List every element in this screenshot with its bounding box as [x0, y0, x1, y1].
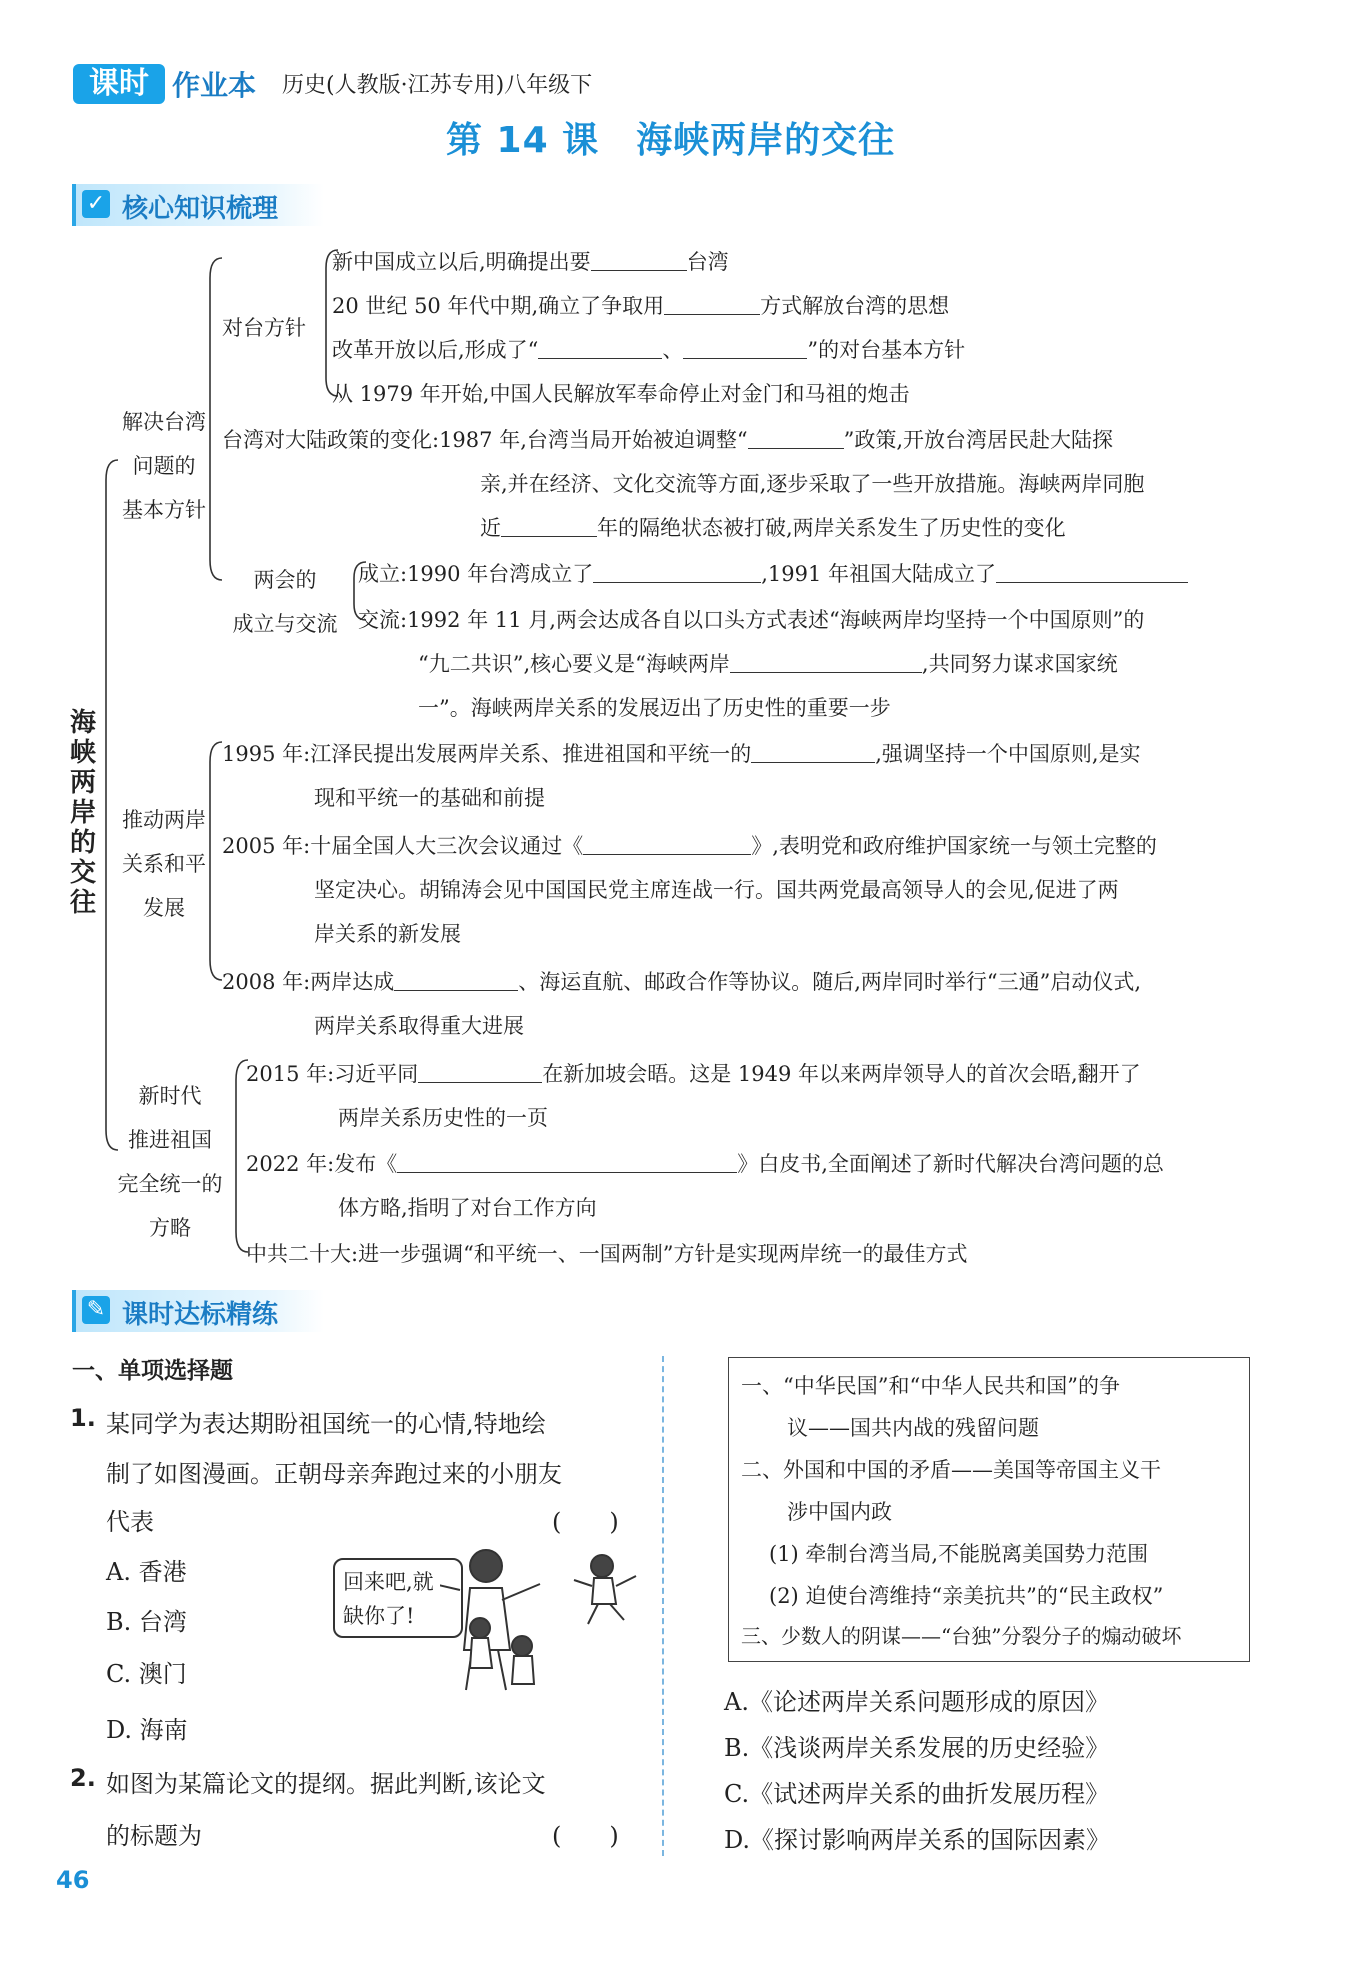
branch3-label: 新时代 推进祖国 完全统一的 方略: [117, 1084, 223, 1240]
tree-line: 1995 年:江泽民提出发展两岸关系、推进祖国和平统一的 ,强调坚持一个中国原则,是实: [222, 742, 1141, 766]
answer-blank[interactable]: [664, 294, 760, 315]
tree-line: 两岸关系取得重大进展: [314, 1014, 524, 1038]
outline-line: (1) 牵制台湾当局,不能脱离美国势力范围: [769, 1542, 1149, 1566]
brand-name: 作业本: [172, 69, 257, 102]
section-banner-practice: [72, 1290, 324, 1332]
option-b[interactable]: B.《浅谈两岸关系发展的历史经验》: [724, 1734, 1110, 1762]
tree-line: 2015 年:习近平同 在新加坡会晤。这是 1949 年以来两岸领导人的首次会晤,翻开了: [246, 1062, 1141, 1086]
outline-line: 一、“中华民国”和“中华人民共和国”的争: [741, 1374, 1120, 1398]
tree-line: 交流:1992 年 11 月,两会达成各自以口头方式表述“海峡两岸均坚持一个中国原则”的: [358, 608, 1145, 632]
tree-line: “九二共识”,核心要义是“海峡两岸 ,共同努力谋求国家统: [418, 652, 1118, 676]
answer-blank[interactable]: [683, 338, 807, 359]
tree-line: 体方略,指明了对台工作方向: [338, 1196, 597, 1220]
pencil-icon: ✎: [82, 1296, 110, 1324]
answer-blank[interactable]: [583, 834, 751, 855]
outline-line: 议——国共内战的残留问题: [787, 1416, 1039, 1440]
tree-line: 2022 年:发布《 》白皮书,全面阐述了新时代解决台湾问题的总: [246, 1152, 1164, 1176]
tree-line: 岸关系的新发展: [314, 922, 461, 946]
tree-line: 2005 年:十届全国人大三次会议通过《 》,表明党和政府维护国家统一与领土完整的: [222, 834, 1157, 858]
answer-blank[interactable]: [730, 652, 922, 673]
cartoon-illustration: [440, 1540, 660, 1710]
tree-line: 2008 年:两岸达成 、海运直航、邮政合作等协议。随后,两岸同时举行“三通”启动仪式,: [222, 970, 1142, 994]
tree-line: 亲,并在经济、文化交流等方面,逐步采取了一些开放措施。海峡两岸同胞: [480, 472, 1145, 496]
option-b[interactable]: B. 台湾: [106, 1608, 187, 1636]
outline-line: 涉中国内政: [787, 1500, 892, 1524]
tree-line: 从 1979 年开始,中国人民解放军奉命停止对金门和马祖的炮击: [332, 382, 910, 406]
tree-line: 中共二十大:进一步强调“和平统一、一国两制”方针是实现两岸统一的最佳方式: [246, 1242, 968, 1266]
answer-blank[interactable]: [501, 516, 597, 537]
section-title: 核心知识梳理: [122, 194, 279, 224]
outline-line: (2) 迫使台湾维持“亲美抗共”的“民主政权”: [769, 1584, 1164, 1608]
question-type-heading: 一、单项选择题: [72, 1358, 233, 1384]
tree-line: 近 年的隔绝状态被打破,两岸关系发生了历史性的变化: [480, 516, 1066, 540]
outline-line: 二、外国和中国的矛盾——美国等帝国主义干: [741, 1458, 1161, 1482]
tree-line: 台湾对大陆政策的变化:1987 年,台湾当局开始被迫调整“ ”政策,开放台湾居民赴大陆探: [222, 428, 1114, 452]
answer-blank[interactable]: [996, 562, 1188, 583]
tree-line: 两岸关系历史性的一页: [338, 1106, 548, 1130]
answer-blank[interactable]: [593, 562, 761, 583]
branch1-label: 解决台湾 问题的 基本方针: [122, 410, 206, 522]
tree-line: 新中国成立以后,明确提出要 台湾: [332, 250, 729, 274]
question-text: 代表: [106, 1508, 154, 1536]
tree-line: 改革开放以后,形成了“ 、 ”的对台基本方针: [332, 338, 966, 362]
section-title: 课时达标精练: [122, 1300, 279, 1330]
tree-root-label: 海 峡 两 岸 的 交 往: [69, 708, 96, 918]
option-c[interactable]: C. 澳门: [106, 1660, 187, 1688]
lesson-title: 第 14 课 海峡两岸的交往: [446, 120, 896, 161]
tree-line: 20 世纪 50 年代中期,确立了争取用 方式解放台湾的思想: [332, 294, 950, 318]
check-icon: ✓: [82, 190, 110, 218]
sub1-label: 对台方针: [222, 316, 306, 340]
option-a[interactable]: A. 香港: [106, 1558, 187, 1586]
tree-line: 现和平统一的基础和前提: [314, 786, 545, 810]
answer-blank[interactable]: [748, 428, 844, 449]
answer-blank[interactable]: [394, 970, 518, 991]
subject-line: 历史(人教版·江苏专用)八年级下: [282, 73, 593, 98]
answer-blank[interactable]: [418, 1062, 542, 1083]
question-text: 制了如图漫画。正朝母亲奔跑过来的小朋友: [106, 1460, 562, 1488]
answer-paren[interactable]: ( ): [552, 1508, 619, 1536]
answer-blank[interactable]: [397, 1152, 737, 1173]
question-number: 1.: [70, 1404, 96, 1432]
tree-line: 成立:1990 年台湾成立了 ,1991 年祖国大陆成立了: [358, 558, 1188, 588]
answer-blank[interactable]: [591, 250, 687, 271]
tree-line: 坚定决心。胡锦涛会见中国国民党主席连战一行。国共两党最高领导人的会见,促进了两: [314, 878, 1119, 902]
option-c[interactable]: C.《试述两岸关系的曲折发展历程》: [724, 1780, 1110, 1808]
question-text: 的标题为: [106, 1822, 202, 1850]
answer-blank[interactable]: [538, 338, 662, 359]
sub3-label: 两会的 成立与交流: [232, 568, 338, 636]
outline-line: 三、少数人的阴谋——“台独”分裂分子的煽动破坏: [741, 1624, 1182, 1648]
essay-outline-box: [728, 1357, 1250, 1662]
brand-logo: 课时: [73, 64, 165, 104]
option-d[interactable]: D.《探讨影响两岸关系的国际因素》: [724, 1826, 1111, 1854]
tree-line: 一”。海峡两岸关系的发展迈出了历史性的重要一步: [418, 696, 891, 720]
option-d[interactable]: D. 海南: [106, 1716, 188, 1744]
question-number: 2.: [70, 1764, 96, 1792]
page-number: 46: [56, 1866, 90, 1894]
answer-blank[interactable]: [751, 742, 875, 763]
column-divider: [662, 1356, 664, 1856]
question-text: 某同学为表达期盼祖国统一的心情,特地绘: [106, 1410, 546, 1438]
speech-bubble: 回来吧,就 缺你了!: [333, 1558, 463, 1638]
question-text: 如图为某篇论文的提纲。据此判断,该论文: [106, 1770, 546, 1798]
answer-paren[interactable]: ( ): [552, 1822, 619, 1850]
option-a[interactable]: A.《论述两岸关系问题形成的原因》: [724, 1688, 1109, 1716]
branch2-label: 推动两岸 关系和平 发展: [122, 808, 206, 920]
